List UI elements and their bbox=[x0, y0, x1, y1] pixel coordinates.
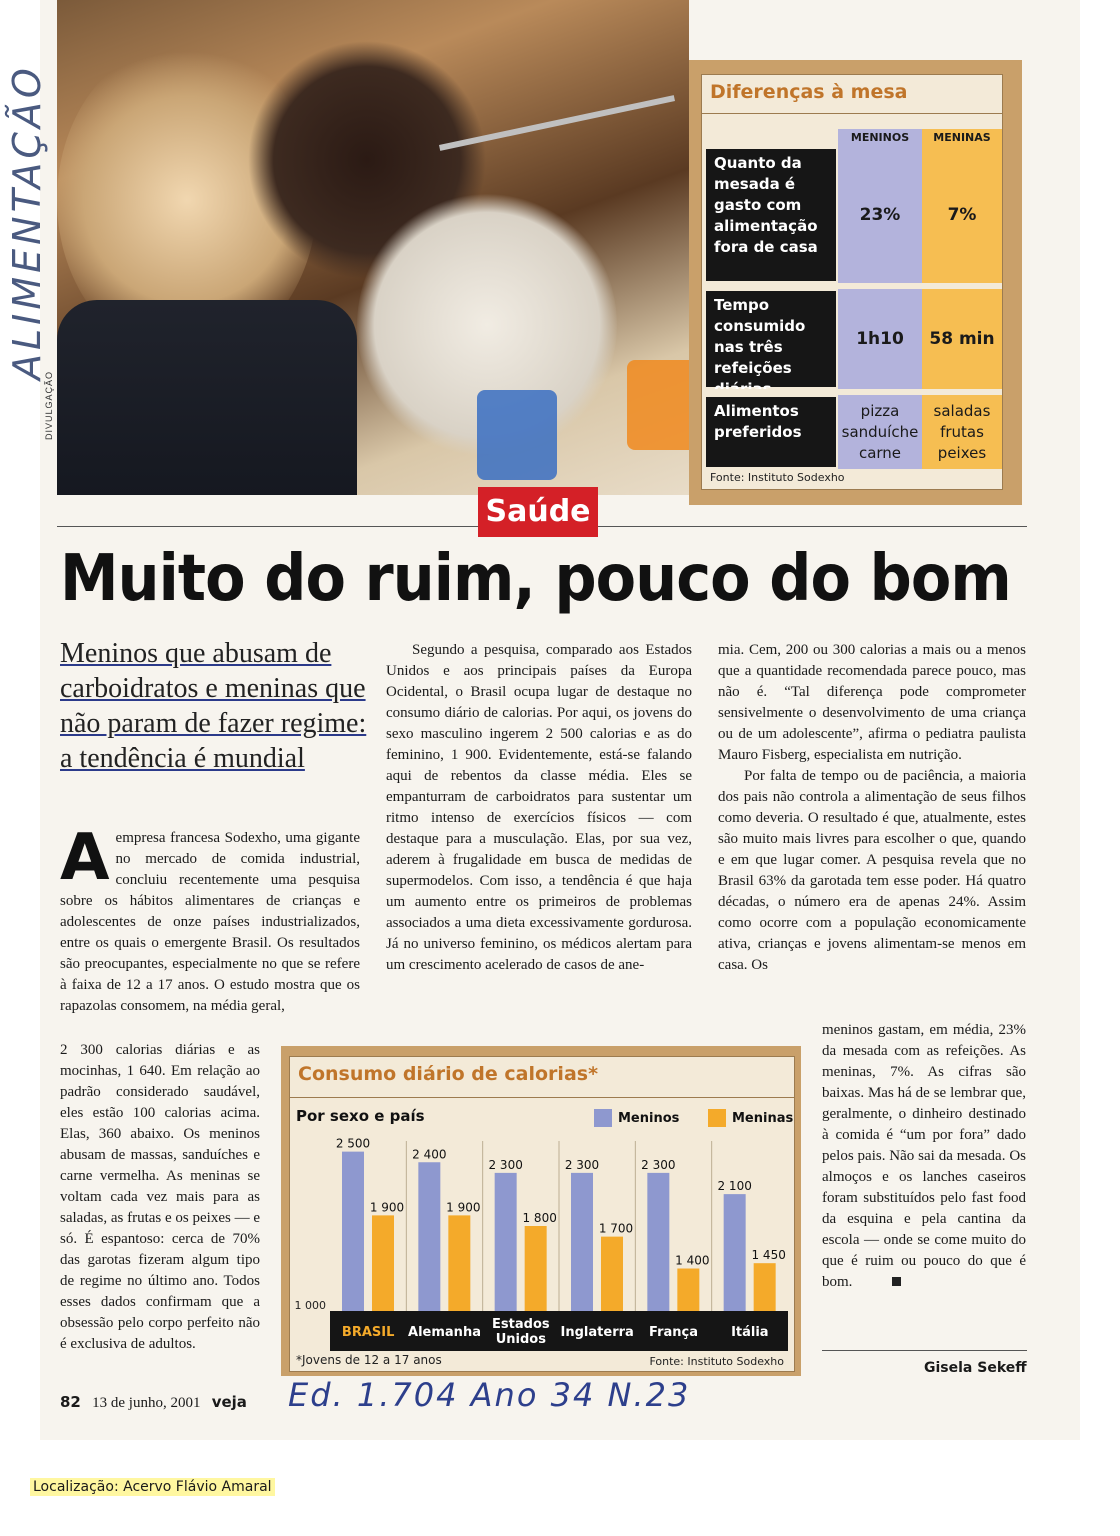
data-label: 2 500 bbox=[335, 1136, 371, 1151]
body-column-3b bbox=[822, 1020, 1026, 1293]
cell-alimentos-meninas: saladas frutas peixes bbox=[933, 401, 991, 462]
article-photo bbox=[57, 0, 689, 495]
col-header-meninas: MENINAS bbox=[933, 131, 991, 144]
data-label: 1 400 bbox=[675, 1253, 710, 1268]
body-col1-text: empresa francesa Sodexho, uma gigante no mercado de comida industrial, concluiu recentemente uma pesquisa sobre os hábitos alimentares de crianças e adolescentes de onze países industrializados, entre os quais o emergente Brasil. Os resultados são preocupantes, especialmente no que se refere à faixa de 12 a 17 anos. O estudo mostra que os rapazolas consomem, na média geral, bbox=[60, 830, 360, 1014]
drop-cap: A bbox=[60, 821, 110, 895]
data-label: 2 300 bbox=[641, 1157, 676, 1172]
data-label: 2 100 bbox=[717, 1179, 752, 1194]
bar-meninos bbox=[647, 1173, 669, 1311]
bar-meninos bbox=[724, 1194, 746, 1311]
legend-label-meninas: Meninas bbox=[732, 1110, 794, 1126]
bar-meninos bbox=[495, 1173, 517, 1311]
bar-meninas bbox=[677, 1269, 699, 1312]
category-label: Unidos bbox=[495, 1332, 546, 1347]
magazine-name: veja bbox=[211, 1393, 247, 1411]
cell-mesada-meninos: 23% bbox=[859, 205, 901, 225]
location-label: Localização: Acervo Flávio Amaral bbox=[30, 1478, 275, 1496]
deck-text: Meninos que abusam de carboidratos e meninas que não param de fazer regime: a tendência é mundial bbox=[60, 638, 367, 774]
col-header-meninos: MENINOS bbox=[850, 131, 910, 144]
differences-table bbox=[701, 74, 1003, 490]
body-column-2 bbox=[386, 640, 692, 976]
data-label: 1 900 bbox=[446, 1200, 481, 1215]
bar-meninas bbox=[601, 1237, 623, 1311]
category-label: França bbox=[649, 1325, 698, 1340]
section-tag: Saúde bbox=[478, 487, 598, 537]
legend-swatch-meninas bbox=[708, 1109, 726, 1127]
table-title: Diferenças à mesa bbox=[710, 81, 908, 103]
legend-meninos bbox=[594, 1109, 679, 1127]
table-source: Fonte: Instituto Sodexho bbox=[710, 471, 845, 484]
row-label-tempo: Tempo consumido nas três refeições bbox=[706, 291, 836, 387]
cell-mesada-meninas: 7% bbox=[947, 205, 977, 225]
data-label: 2 300 bbox=[564, 1157, 600, 1172]
legend-swatch-meninos bbox=[594, 1109, 612, 1127]
data-label: 1 700 bbox=[598, 1221, 634, 1236]
calorie-chart-box bbox=[281, 1046, 801, 1376]
category-label: Estados bbox=[492, 1317, 550, 1332]
category-label: Itália bbox=[731, 1325, 769, 1340]
legend-meninas bbox=[708, 1109, 793, 1127]
handwritten-note: Ed. 1.704 Ano 34 N.23 bbox=[288, 1376, 691, 1414]
bar-meninos bbox=[571, 1173, 593, 1311]
category-label: Alemanha bbox=[408, 1325, 481, 1340]
category-band bbox=[330, 1311, 788, 1351]
body-column-3 bbox=[718, 640, 1026, 976]
end-mark-icon bbox=[892, 1277, 901, 1286]
issue-date: 13 de junho, 2001 bbox=[92, 1395, 201, 1411]
category-label: Inglaterra bbox=[560, 1325, 634, 1340]
body-col3-text-b: Por falta de tempo ou de paciência, a maioria dos pais não controla a alimentação de seus filhos como deveria. O resultado é que, atualmente, estes são muito mais livres para escolher o que, quando e em que lugar comer. A pesquisa revela que no Brasil 63% da garotada tem esse poder. Há quatro décadas, o número era de apenas 24%. Assim como ocorre com a população economicamente ativa, crianças e jovens alimentam-se menos em casa. Os bbox=[718, 768, 1026, 973]
category-label: BRASIL bbox=[341, 1325, 395, 1340]
body-col1b-text: 2 300 calorias diárias e as mocinhas, 1 640. Em relação ao padrão considerado saudável, eles estão 100 calorias acima. Elas, 360 abaixo. Os meninos abusam de massas, sanduíches e carne vermelha. As meninas se voltam cada vez mais para as saladas, as frutas e os peixes — e só. É espantoso: cerca de 70% das garotas fizeram algum tipo de regime no último ano. Todos esses dados confirmam que a obsessão pelo corpo perfeito não é exclusiva de adultos. bbox=[60, 1042, 260, 1352]
bar-meninas bbox=[372, 1215, 394, 1311]
calorie-chart bbox=[289, 1056, 795, 1372]
chart-subtitle: Por sexo e país bbox=[296, 1107, 425, 1125]
cell-alimentos-meninos: pizza sanduíche carne bbox=[841, 401, 919, 462]
chart-footnote: *Jovens de 12 a 17 anos bbox=[296, 1353, 442, 1367]
body-column-1 bbox=[60, 821, 360, 1017]
bar-meninas bbox=[525, 1226, 547, 1311]
bar-meninas bbox=[448, 1215, 470, 1311]
chart-title: Consumo diário de calorias* bbox=[298, 1063, 599, 1085]
author-rule bbox=[822, 1350, 1027, 1351]
side-handwriting: ALIMENTAÇÃO bbox=[5, 64, 49, 380]
author: Gisela Sekeff bbox=[924, 1360, 1027, 1376]
cell-tempo-meninas: 58 min bbox=[929, 329, 995, 349]
data-label: 1 450 bbox=[751, 1248, 786, 1263]
bar-meninas bbox=[754, 1263, 776, 1311]
deck bbox=[60, 636, 370, 776]
data-label: 1 800 bbox=[522, 1211, 557, 1225]
row-label-alimentos: Alimentos preferidos bbox=[706, 397, 836, 467]
cell-tempo-meninos: 1h10 bbox=[856, 329, 904, 349]
row-label-mesada: Quanto da mesada é gasto com alimentação fora de casa bbox=[706, 149, 836, 281]
headline: Muito do ruim, pouco do bom bbox=[60, 542, 1011, 616]
chart-plot bbox=[290, 1131, 794, 1351]
legend-label-meninos: Meninos bbox=[618, 1110, 680, 1126]
body-col2-text: Segundo a pesquisa, comparado aos Estados Unidos e aos principais países da Europa Ocidental, o Brasil ocupa lugar de destaque no consumo diário de calorias. Por aqui, os jovens do sexo masculino ingerem 2 500 calorias e as do feminino, 1 900. Evidentemente, está-se falando aqui de rebentos da classe média. Eles se empanturram de carboidratos para sustentar um ritmo intenso de exercícios físicos — com destaque para a musculação. Elas, por sua vez, aderem à frugalidade em busca de medidas de supermodelos. Com isso, a tendência é que haja um aumento entre os primeiros de problemas associados a uma dieta excessivamente gordurosa. Já no universo feminino, os médicos alertam para um crescimento acelerado de casos de ane- bbox=[386, 642, 692, 973]
data-label: 1 900 bbox=[369, 1200, 405, 1215]
chart-source: Fonte: Instituto Sodexho bbox=[649, 1355, 784, 1368]
y-baseline-label: 1 000 bbox=[294, 1299, 326, 1312]
page-footer bbox=[60, 1393, 247, 1412]
differences-table-box bbox=[689, 60, 1022, 505]
page-number: 82 bbox=[60, 1393, 81, 1411]
body-col3-text-a: mia. Cem, 200 ou 300 calorias a mais ou a menos que a quantidade recomendada parece pouco, mas não é. “Tal diferença pode comprometer sensivelmente o desenvolvimento de uma criança ou de um adolescente”, afirma o pediatra paulista Mauro Fisberg, especialista em nutrição. bbox=[718, 642, 1026, 763]
body-column-1b bbox=[60, 1040, 260, 1355]
body-col3-text-c: meninos gastam, em média, 23% da mesada com as refeições. As meninas, 7%. As cifras são baixas. Mas há de se lembrar que, geralmente, o dinheiro destinado à comida é “um por fora” dado pelos pais. Não sai da mesada. Os almoços e os lanches caseiros foram substituídos pelo fast food da esquina e pela cantina da escola — onde se come muito do que é ruim ou pouco do que é bom. bbox=[822, 1022, 1026, 1290]
data-label: 2 300 bbox=[488, 1157, 523, 1172]
data-label: 2 400 bbox=[412, 1147, 447, 1162]
photo-credit: DIVULGAÇÃO bbox=[44, 370, 54, 440]
bar-meninos bbox=[342, 1152, 364, 1311]
bar-meninos bbox=[418, 1162, 440, 1311]
